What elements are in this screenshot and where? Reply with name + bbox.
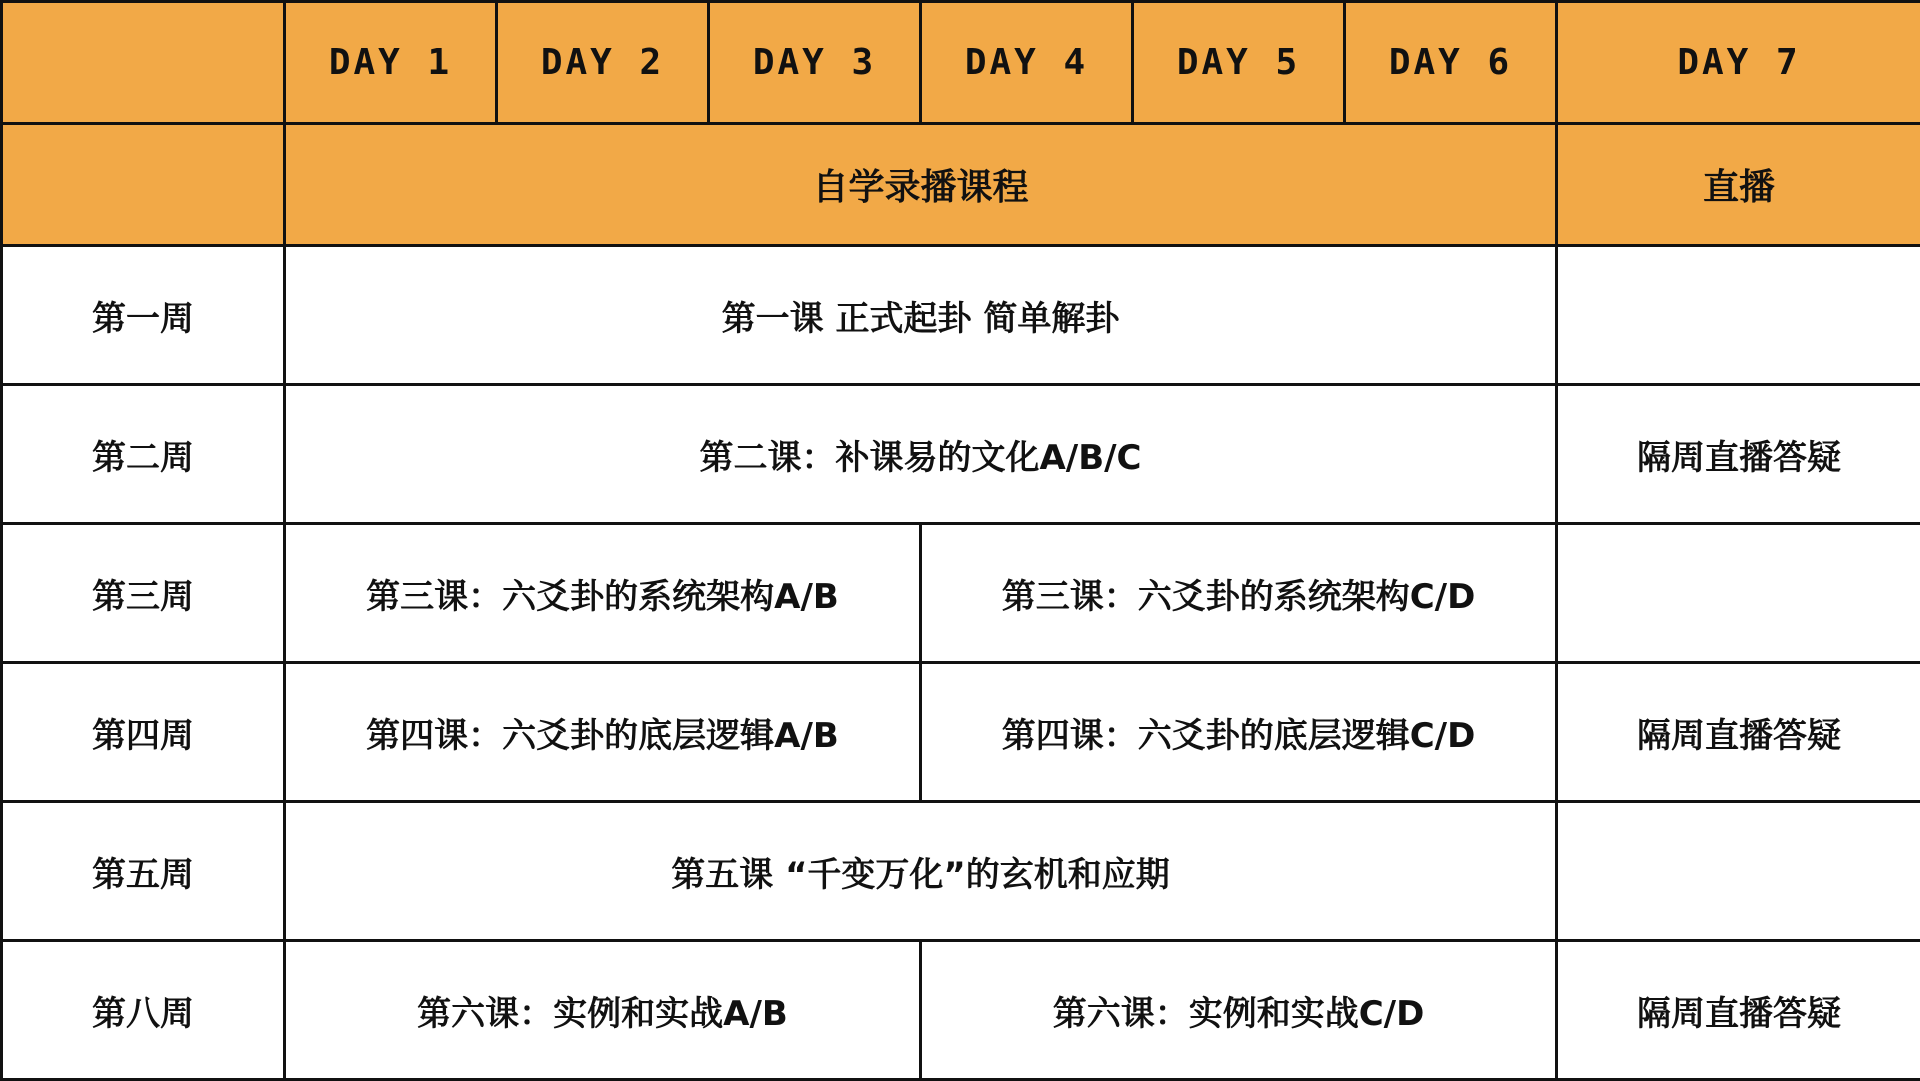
week-row (2, 385, 1920, 524)
subheader-corner-cell (2, 124, 285, 246)
live-cell (1557, 802, 1920, 941)
header-corner-cell (2, 2, 285, 124)
day-7-header: DAY 7 (1557, 2, 1920, 124)
live-header: 直播 (1557, 124, 1920, 246)
week-row (2, 246, 1920, 385)
lesson-cell-second-half: 第六课：实例和实战C/D (921, 941, 1557, 1080)
lesson-cell-first-half: 第四课：六爻卦的底层逻辑A/B (285, 663, 921, 802)
lesson-cell: 第五课 “千变万化”的玄机和应期 (285, 802, 1557, 941)
day-header-row (2, 2, 1920, 124)
lesson-cell-second-half: 第四课：六爻卦的底层逻辑C/D (921, 663, 1557, 802)
week-label: 第三周 (2, 524, 285, 663)
day-4-header: DAY 4 (921, 2, 1133, 124)
live-cell: 隔周直播答疑 (1557, 941, 1920, 1080)
day-1-header: DAY 1 (285, 2, 497, 124)
week-label: 第五周 (2, 802, 285, 941)
lesson-cell: 第二课：补课易的文化A/B/C (285, 385, 1557, 524)
category-header-row (2, 124, 1920, 246)
self-study-header: 自学录播课程 (285, 124, 1557, 246)
week-label: 第四周 (2, 663, 285, 802)
week-row (2, 663, 1920, 802)
lesson-cell-second-half: 第三课：六爻卦的系统架构C/D (921, 524, 1557, 663)
live-cell: 隔周直播答疑 (1557, 663, 1920, 802)
week-label: 第八周 (2, 941, 285, 1080)
day-2-header: DAY 2 (497, 2, 709, 124)
day-5-header: DAY 5 (1133, 2, 1345, 124)
day-3-header: DAY 3 (709, 2, 921, 124)
week-label: 第一周 (2, 246, 285, 385)
live-cell (1557, 524, 1920, 663)
lesson-cell-first-half: 第三课：六爻卦的系统架构A/B (285, 524, 921, 663)
week-row (2, 802, 1920, 941)
week-row (2, 524, 1920, 663)
day-6-header: DAY 6 (1345, 2, 1557, 124)
lesson-cell-first-half: 第六课：实例和实战A/B (285, 941, 921, 1080)
live-cell (1557, 246, 1920, 385)
live-cell: 隔周直播答疑 (1557, 385, 1920, 524)
week-label: 第二周 (2, 385, 285, 524)
lesson-cell: 第一课 正式起卦 简单解卦 (285, 246, 1557, 385)
week-row (2, 941, 1920, 1080)
